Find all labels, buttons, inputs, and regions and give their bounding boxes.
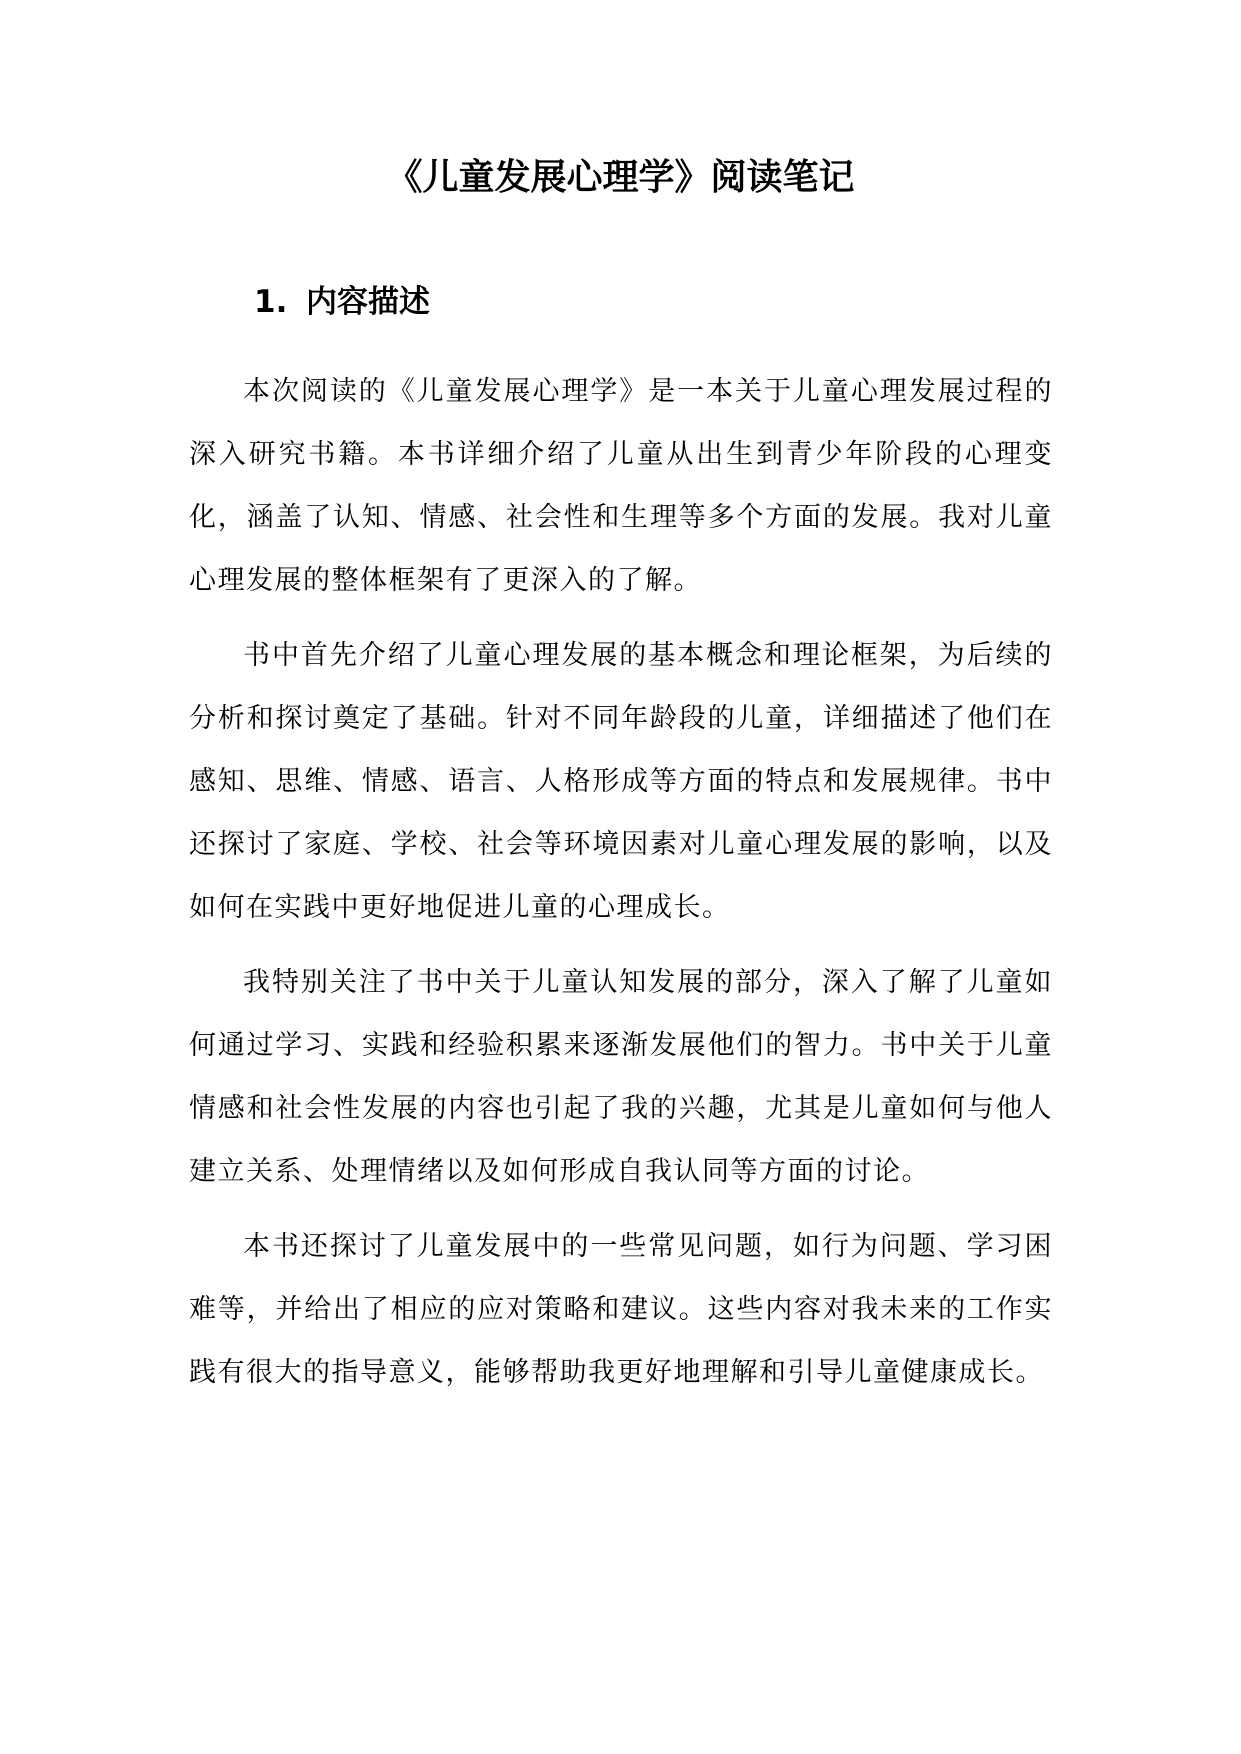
- paragraph: 书中首先介绍了儿童心理发展的基本概念和理论框架，为后续的分析和探讨奠定了基础。针对不同年龄段的儿童，详细描述了他们在感知、思维、情感、语言、人格形成等方面的特点和发展规律。书中还探讨了家庭、学校、社会等环境因素对儿童心理发展的影响，以及如何在实践中更好地促进儿童的心理成长。: [189, 640, 1053, 923]
- document-title: 《儿童发展心理学》阅读笔记: [386, 157, 855, 198]
- paragraph: 本次阅读的《儿童发展心理学》是一本关于儿童心理发展过程的深入研究书籍。本书详细介绍了儿童从出生到青少年阶段的心理变化，涵盖了认知、情感、社会性和生理等多个方面的发展。我对儿童心理发展的整体框架有了更深入的了解。: [189, 376, 1053, 596]
- section-number: 1.: [254, 284, 288, 320]
- paragraph: 我特别关注了书中关于儿童认知发展的部分，深入了解了儿童如何通过学习、实践和经验积累来逐渐发展他们的智力。书中关于儿童情感和社会性发展的内容也引起了我的兴趣，尤其是儿童如何与他人建立关系、处理情绪以及如何形成自我认同等方面的讨论。: [189, 967, 1053, 1187]
- section-title: 内容描述: [306, 284, 430, 320]
- document-body: [189, 360, 1053, 1416]
- paragraph: 本书还探讨了儿童发展中的一些常见问题，如行为问题、学习困难等，并给出了相应的应对策略和建议。这些内容对我未来的工作实践有很大的指导意义，能够帮助我更好地理解和引导儿童健康成长。: [189, 1231, 1053, 1388]
- section-heading: [254, 274, 430, 330]
